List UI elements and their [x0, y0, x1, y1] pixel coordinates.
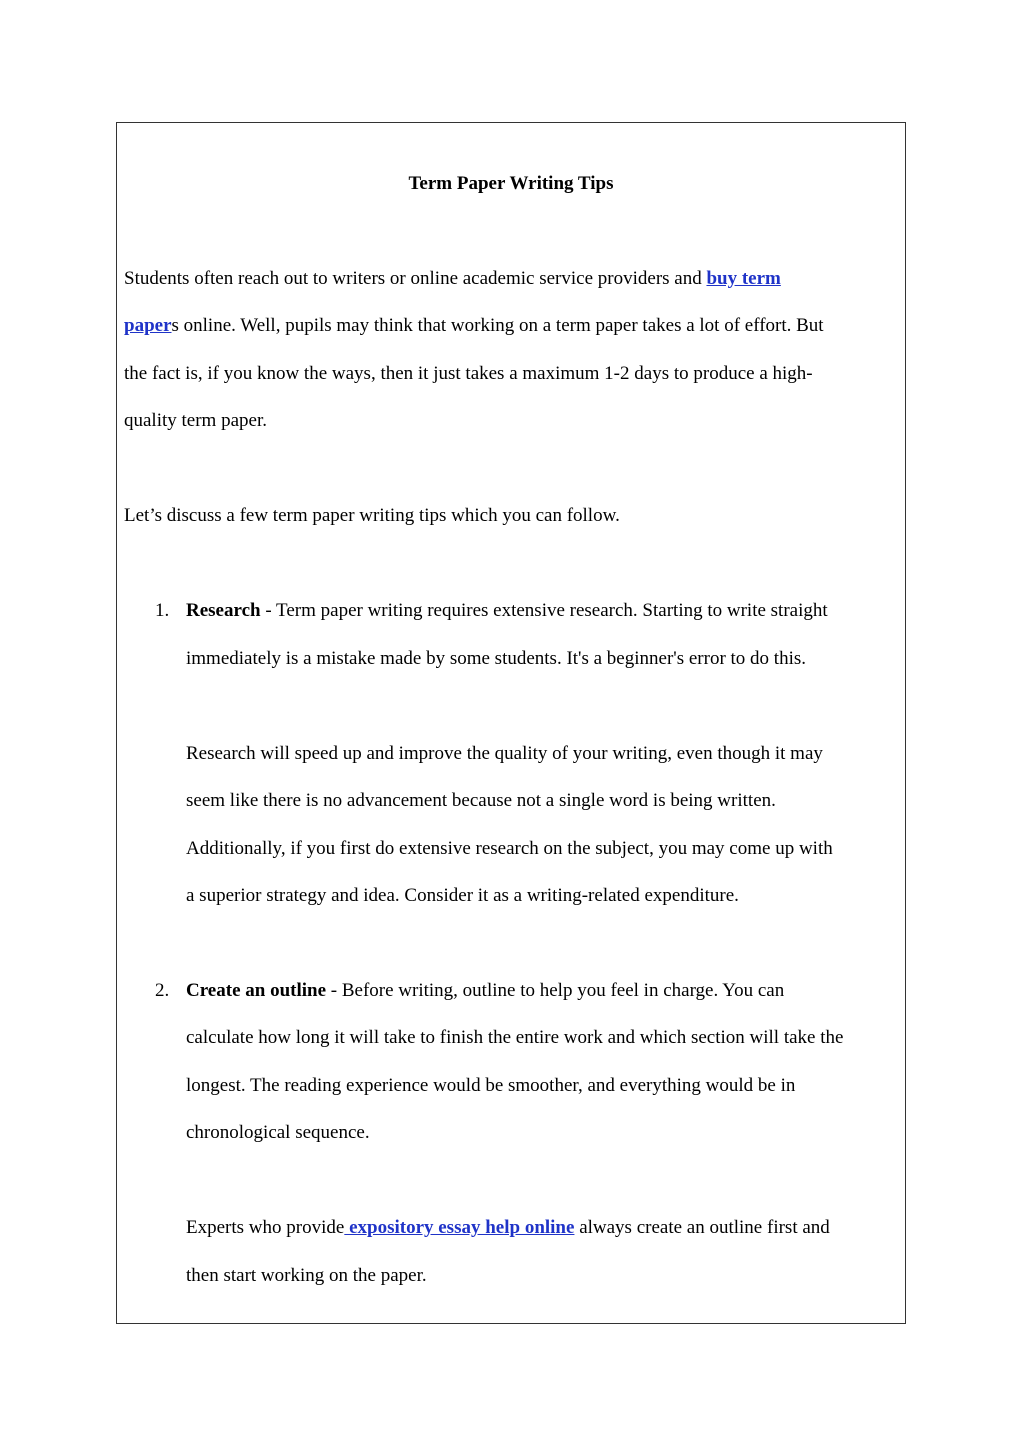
intro-line-1	[124, 268, 781, 290]
item-text: always create an outline first and	[574, 1217, 830, 1238]
buy-term-papers-link[interactable]: buy term	[706, 268, 781, 289]
list-item-outline-line-3: longest. The reading experience would be smoother, and everything would be in	[186, 1075, 796, 1096]
list-item-research-line-2: immediately is a mistake made by some students. It's a beginner's error to do this.	[186, 648, 806, 669]
list-item-outline-line-2: calculate how long it will take to finish the entire work and which section will take the	[186, 1027, 844, 1048]
list-item-research-line-1	[186, 600, 828, 622]
document-title: Term Paper Writing Tips	[408, 173, 614, 194]
item-text: - Term paper writing requires extensive research. Starting to write straight	[260, 600, 828, 621]
intro-line-3: the fact is, if you know the ways, then it just takes a maximum 1-2 days to produce a high-	[124, 363, 813, 384]
outline-paragraph-line-2: then start working on the paper.	[186, 1265, 427, 1286]
item-heading: Research	[186, 600, 261, 621]
list-item-outline-line-4: chronological sequence.	[186, 1122, 370, 1143]
research-paragraph-line-2: seem like there is no advancement because not a single word is being written.	[186, 790, 776, 811]
list-item-outline-line-1	[186, 980, 784, 1002]
item-text: - Before writing, outline to help you feel in charge. You can	[326, 980, 785, 1001]
expository-essay-help-link[interactable]: expository essay help online	[344, 1217, 575, 1238]
item-heading: Create an outline	[186, 980, 327, 1001]
intro-text: s online. Well, pupils may think that working on a term paper takes a lot of effort. But	[171, 315, 824, 336]
intro-line-4: quality term paper.	[124, 410, 267, 431]
intro-line-2	[124, 315, 824, 337]
lead-sentence: Let’s discuss a few term paper writing tips which you can follow.	[124, 505, 620, 526]
buy-term-papers-link-continued[interactable]: paper	[124, 315, 172, 336]
item-text: Experts who provide	[186, 1217, 345, 1238]
intro-text: Students often reach out to writers or online academic service providers and	[124, 268, 707, 289]
research-paragraph-line-1: Research will speed up and improve the quality of your writing, even though it may	[186, 743, 823, 764]
list-number: 1.	[155, 600, 170, 621]
research-paragraph-line-4: a superior strategy and idea. Consider it as a writing-related expenditure.	[186, 885, 739, 906]
research-paragraph-line-3: Additionally, if you first do extensive research on the subject, you may come up with	[186, 838, 833, 859]
list-number: 2.	[155, 980, 170, 1001]
outline-paragraph-line-1	[186, 1217, 830, 1239]
